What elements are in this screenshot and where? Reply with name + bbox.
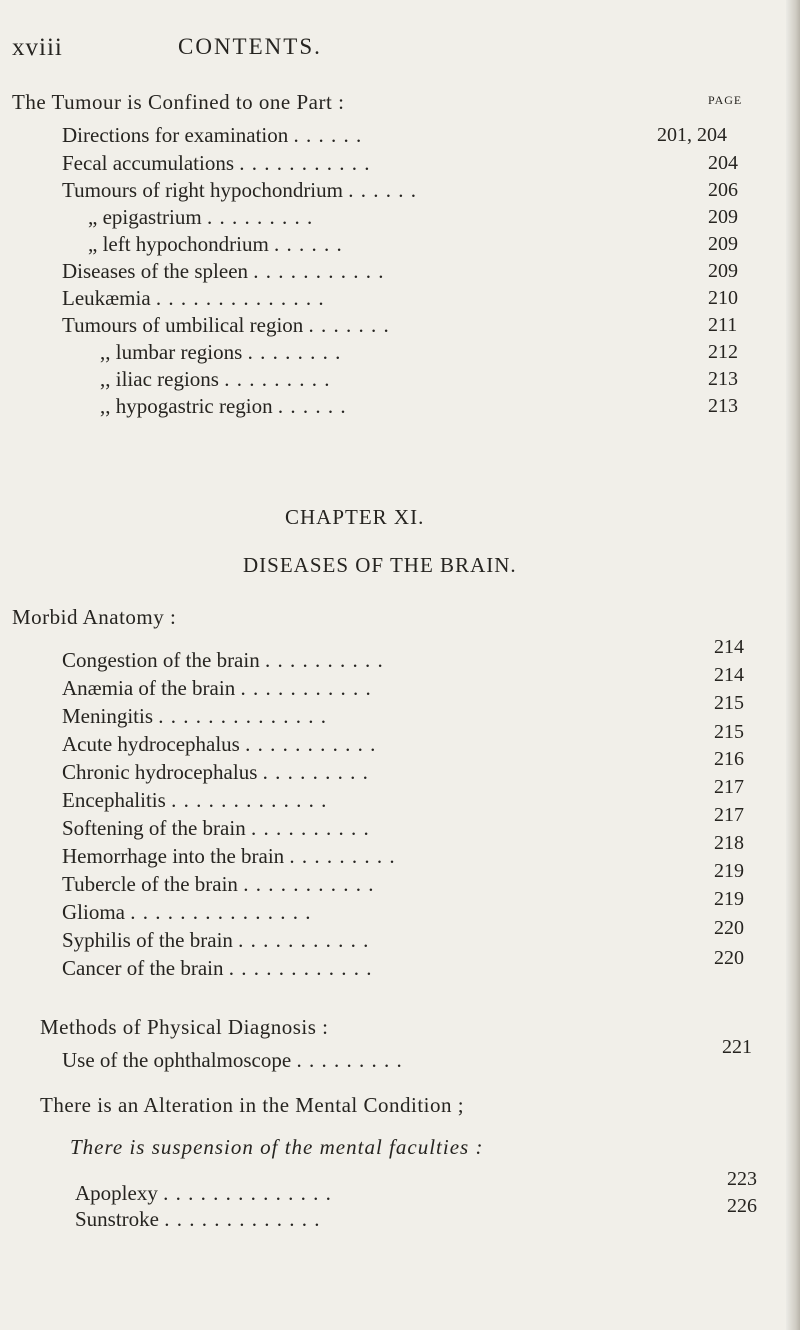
leader-dots: . . . . . . . . . .: [264, 648, 384, 672]
toc-entry: [100, 367, 330, 392]
section-heading-tumour: The Tumour is Confined to one Part :: [12, 90, 345, 114]
leader-dots: . . . . . .: [274, 232, 343, 256]
entry-page: 211: [708, 314, 738, 336]
leader-dots: . . . . . . . . . . . . . .: [158, 704, 328, 728]
toc-entry: [62, 313, 390, 338]
toc-entry: [62, 259, 385, 284]
toc-entry: [100, 394, 347, 419]
entry-page: 210: [708, 287, 738, 309]
page-column-label: PAGE: [708, 93, 743, 107]
entry-title: „ left hypochondrium: [88, 232, 269, 256]
toc-entry: [62, 1048, 403, 1073]
entry-title: Tumours of umbilical region: [62, 313, 304, 337]
toc-entry: [88, 205, 313, 230]
entry-title: Encephalitis: [62, 788, 166, 812]
toc-entry: [100, 340, 341, 365]
entry-page: 214: [714, 664, 744, 686]
entry-page: 215: [714, 721, 744, 743]
toc-entry: [75, 1207, 321, 1232]
entry-title: Anæmia of the brain: [62, 676, 236, 700]
entry-title: ,, lumbar regions: [100, 340, 243, 364]
entry-page: 209: [708, 206, 738, 228]
entry-page: 219: [714, 860, 744, 882]
leader-dots: . . . . . . . . . . .: [238, 928, 370, 952]
entry-page: 214: [714, 636, 744, 658]
entry-title: Hemorrhage into the brain: [62, 844, 285, 868]
toc-entry: [62, 123, 362, 148]
entry-title: „ epigastrium: [88, 205, 202, 229]
entry-title: Use of the ophthalmoscope: [62, 1048, 292, 1072]
entry-title: Syphilis of the brain: [62, 928, 233, 952]
entry-page: 206: [708, 179, 738, 201]
entry-title: ,, iliac regions: [100, 367, 219, 391]
chapter-number: CHAPTER XI.: [285, 505, 425, 529]
entry-title: Tumours of right hypochondrium: [62, 178, 343, 202]
leader-dots: . . . . . . . . . . .: [243, 872, 375, 896]
entry-title: Leukæmia: [62, 286, 151, 310]
entry-page: 217: [714, 776, 744, 798]
leader-dots: . . . . . . . . . . . . . .: [155, 286, 325, 310]
entry-page: 216: [714, 748, 744, 770]
toc-entry: [62, 648, 384, 673]
toc-entry: [62, 900, 312, 925]
entry-page: 209: [708, 260, 738, 282]
toc-entry: [62, 760, 369, 785]
toc-entry: [62, 872, 374, 897]
section-heading-morbid-anatomy: Morbid Anatomy :: [12, 605, 177, 629]
leader-dots: . . . . . . . . . .: [250, 816, 370, 840]
leader-dots: . . . . . .: [293, 123, 363, 147]
toc-entry: [62, 928, 369, 953]
entry-title: Diseases of the spleen: [62, 259, 249, 283]
entry-page: 217: [714, 804, 744, 826]
entry-page: 226: [727, 1195, 757, 1217]
entry-page: 213: [708, 368, 738, 390]
leader-dots: . . . . . . . . .: [296, 1048, 403, 1072]
running-title: CONTENTS.: [178, 34, 322, 59]
entry-title: Directions for examination: [62, 123, 289, 147]
toc-entry: [62, 844, 396, 869]
entry-title: Chronic hydrocephalus: [62, 760, 258, 784]
leader-dots: . . . . . . . . .: [262, 760, 369, 784]
section-heading-mental: There is an Alteration in the Mental Condition ;: [40, 1093, 465, 1117]
leader-dots: . . . . . . . . . . . .: [228, 956, 373, 980]
entry-page: 213: [708, 395, 738, 417]
leader-dots: . . . . . . . .: [247, 340, 342, 364]
leader-dots: . . . . . . .: [308, 313, 390, 337]
leader-dots: . . . . . . . . .: [289, 844, 396, 868]
toc-entry: [62, 151, 371, 176]
toc-entry: [62, 704, 327, 729]
entry-page: 219: [714, 888, 744, 910]
entry-page: 204: [708, 152, 738, 174]
leader-dots: . . . . . . . . . . . . . . .: [130, 900, 312, 924]
entry-title: Acute hydrocephalus: [62, 732, 240, 756]
entry-title: Fecal accumulations: [62, 151, 235, 175]
toc-entry: [62, 732, 376, 757]
entry-page: 221: [722, 1036, 752, 1058]
leader-dots: . . . . . . . . .: [206, 205, 314, 229]
leader-dots: . . . . . . . . . . .: [253, 259, 385, 283]
leader-dots: . . . . . . . . . . .: [245, 732, 377, 756]
entry-title: Softening of the brain: [62, 816, 246, 840]
toc-entry: [62, 816, 370, 841]
toc-entry: [62, 286, 325, 311]
entry-title: Sunstroke: [75, 1207, 159, 1231]
entry-title: Tubercle of the brain: [62, 872, 238, 896]
entry-title: Congestion of the brain: [62, 648, 260, 672]
leader-dots: . . . . . . . . .: [224, 367, 331, 391]
entry-title: ,, hypogastric region: [100, 394, 273, 418]
toc-entry: [62, 788, 327, 813]
entry-title: Meningitis: [62, 704, 154, 728]
entry-page: 209: [708, 233, 738, 255]
leader-dots: . . . . . . . . . . . . . .: [163, 1181, 332, 1205]
chapter-title: DISEASES OF THE BRAIN.: [243, 553, 517, 577]
leader-dots: . . . . . . . . . . . . .: [171, 788, 328, 812]
subsection-heading: There is suspension of the mental faculties :: [70, 1135, 484, 1159]
entry-title: Apoplexy: [75, 1181, 158, 1205]
entry-page: 220: [714, 917, 744, 939]
toc-entry: [75, 1181, 332, 1206]
toc-entry: [88, 232, 343, 257]
leader-dots: . . . . . . . . . . . . .: [164, 1207, 321, 1231]
page-roman-numeral: xviii: [12, 34, 63, 61]
entry-page: 223: [727, 1168, 757, 1190]
toc-entry: [62, 956, 373, 981]
leader-dots: . . . . . . . . . . .: [240, 676, 372, 700]
leader-dots: . . . . . .: [277, 394, 347, 418]
entry-title: Glioma: [62, 900, 125, 924]
section-heading-methods: Methods of Physical Diagnosis :: [40, 1015, 329, 1039]
entry-title: Cancer of the brain: [62, 956, 224, 980]
book-page-edge: [786, 0, 800, 1330]
entry-page: 215: [714, 692, 744, 714]
entry-page: 201, 204: [657, 124, 727, 146]
toc-entry: [62, 178, 417, 203]
leader-dots: . . . . . . . . . . .: [239, 151, 371, 175]
entry-page: 218: [714, 832, 744, 854]
entry-page: 212: [708, 341, 738, 363]
entry-page: 220: [714, 947, 744, 969]
toc-entry: [62, 676, 372, 701]
leader-dots: . . . . . .: [348, 178, 417, 202]
